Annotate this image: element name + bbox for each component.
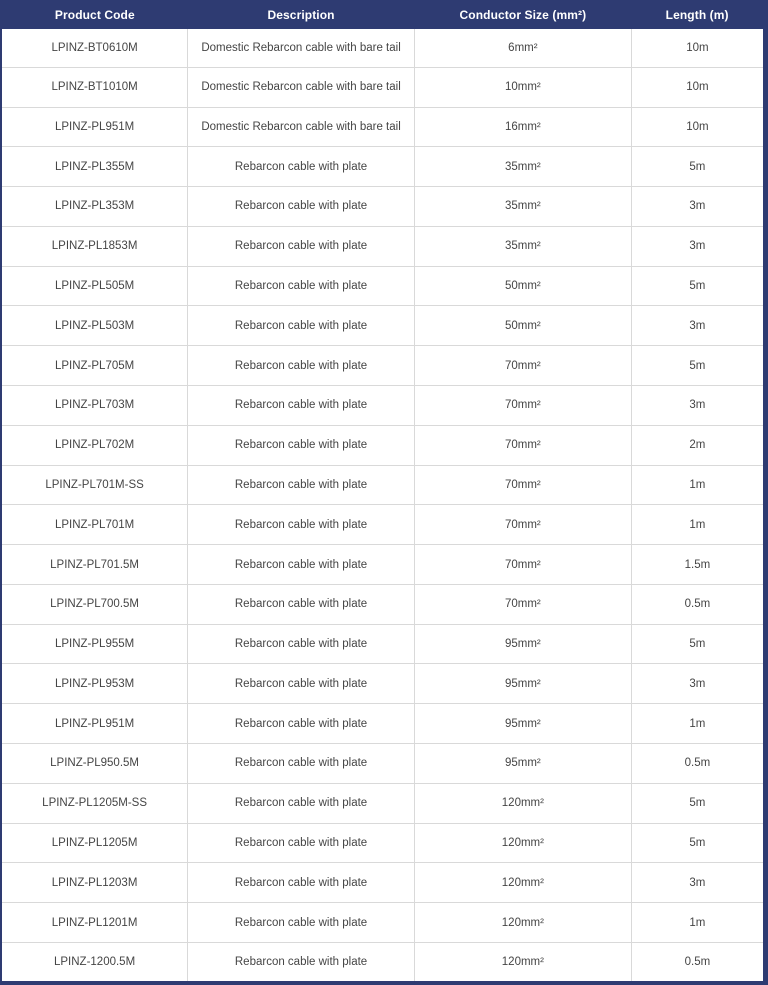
cell-description: Rebarcon cable with plate	[188, 465, 415, 505]
cell-length: 3m	[631, 386, 763, 426]
cell-conductor-size: 70mm²	[414, 465, 631, 505]
product-table	[2, 0, 763, 981]
cell-length: 10m	[631, 29, 763, 67]
cell-product-code: LPINZ-PL951M	[2, 704, 188, 744]
cell-conductor-size: 120mm²	[414, 823, 631, 863]
cell-length: 0.5m	[631, 744, 763, 784]
cell-product-code: LPINZ-PL700.5M	[2, 584, 188, 624]
cell-conductor-size: 120mm²	[414, 903, 631, 943]
cell-conductor-size: 95mm²	[414, 624, 631, 664]
table-row	[2, 386, 763, 426]
table-row	[2, 505, 763, 545]
cell-length: 3m	[631, 187, 763, 227]
cell-conductor-size: 120mm²	[414, 942, 631, 981]
cell-description: Rebarcon cable with plate	[188, 903, 415, 943]
cell-product-code: LPINZ-PL1201M	[2, 903, 188, 943]
cell-length: 3m	[631, 664, 763, 704]
table-row	[2, 903, 763, 943]
cell-conductor-size: 95mm²	[414, 744, 631, 784]
column-header-description: Description	[188, 0, 415, 29]
cell-description: Rebarcon cable with plate	[188, 425, 415, 465]
cell-length: 5m	[631, 823, 763, 863]
table-row	[2, 664, 763, 704]
table-row	[2, 306, 763, 346]
cell-description: Rebarcon cable with plate	[188, 545, 415, 585]
cell-description: Rebarcon cable with plate	[188, 386, 415, 426]
cell-product-code: LPINZ-PL503M	[2, 306, 188, 346]
cell-product-code: LPINZ-PL1203M	[2, 863, 188, 903]
cell-length: 5m	[631, 147, 763, 187]
cell-length: 2m	[631, 425, 763, 465]
table-row	[2, 783, 763, 823]
cell-product-code: LPINZ-PL705M	[2, 346, 188, 386]
cell-length: 5m	[631, 624, 763, 664]
cell-description: Rebarcon cable with plate	[188, 147, 415, 187]
cell-length: 1m	[631, 465, 763, 505]
cell-product-code: LPINZ-PL701M	[2, 505, 188, 545]
cell-description: Rebarcon cable with plate	[188, 584, 415, 624]
cell-length: 1m	[631, 903, 763, 943]
cell-description: Rebarcon cable with plate	[188, 704, 415, 744]
table-row	[2, 425, 763, 465]
table-body	[2, 29, 763, 981]
cell-length: 5m	[631, 346, 763, 386]
cell-description: Domestic Rebarcon cable with bare tail	[188, 29, 415, 67]
table-row	[2, 187, 763, 227]
cell-description: Rebarcon cable with plate	[188, 942, 415, 981]
cell-product-code: LPINZ-PL701.5M	[2, 545, 188, 585]
cell-conductor-size: 6mm²	[414, 29, 631, 67]
cell-description: Domestic Rebarcon cable with bare tail	[188, 107, 415, 147]
cell-product-code: LPINZ-PL1205M-SS	[2, 783, 188, 823]
cell-product-code: LPINZ-PL703M	[2, 386, 188, 426]
cell-description: Rebarcon cable with plate	[188, 266, 415, 306]
cell-product-code: LPINZ-PL702M	[2, 425, 188, 465]
cell-conductor-size: 35mm²	[414, 147, 631, 187]
cell-description: Rebarcon cable with plate	[188, 505, 415, 545]
cell-conductor-size: 35mm²	[414, 226, 631, 266]
table-row	[2, 29, 763, 67]
cell-length: 0.5m	[631, 942, 763, 981]
cell-description: Rebarcon cable with plate	[188, 664, 415, 704]
table-row	[2, 147, 763, 187]
cell-length: 3m	[631, 863, 763, 903]
cell-description: Rebarcon cable with plate	[188, 863, 415, 903]
cell-length: 1.5m	[631, 545, 763, 585]
cell-conductor-size: 120mm²	[414, 783, 631, 823]
cell-description: Rebarcon cable with plate	[188, 783, 415, 823]
table-row	[2, 545, 763, 585]
cell-product-code: LPINZ-PL505M	[2, 266, 188, 306]
cell-product-code: LPINZ-PL951M	[2, 107, 188, 147]
cell-conductor-size: 70mm²	[414, 505, 631, 545]
table-row	[2, 226, 763, 266]
table-row	[2, 107, 763, 147]
cell-conductor-size: 16mm²	[414, 107, 631, 147]
cell-product-code: LPINZ-BT0610M	[2, 29, 188, 67]
cell-description: Rebarcon cable with plate	[188, 226, 415, 266]
cell-product-code: LPINZ-BT1010M	[2, 67, 188, 107]
table-row	[2, 266, 763, 306]
cell-product-code: LPINZ-PL1853M	[2, 226, 188, 266]
cell-conductor-size: 70mm²	[414, 584, 631, 624]
table-row	[2, 744, 763, 784]
cell-conductor-size: 70mm²	[414, 425, 631, 465]
cell-conductor-size: 50mm²	[414, 266, 631, 306]
cell-product-code: LPINZ-PL953M	[2, 664, 188, 704]
cell-conductor-size: 95mm²	[414, 664, 631, 704]
cell-description: Rebarcon cable with plate	[188, 187, 415, 227]
cell-product-code: LPINZ-PL355M	[2, 147, 188, 187]
cell-conductor-size: 50mm²	[414, 306, 631, 346]
cell-conductor-size: 10mm²	[414, 67, 631, 107]
cell-length: 1m	[631, 704, 763, 744]
table-row	[2, 823, 763, 863]
cell-description: Domestic Rebarcon cable with bare tail	[188, 67, 415, 107]
table-row	[2, 67, 763, 107]
table-row	[2, 863, 763, 903]
cell-description: Rebarcon cable with plate	[188, 346, 415, 386]
column-header-length: Length (m)	[631, 0, 763, 29]
cell-length: 10m	[631, 67, 763, 107]
cell-length: 3m	[631, 306, 763, 346]
column-header-product-code: Product Code	[2, 0, 188, 29]
cell-product-code: LPINZ-PL701M-SS	[2, 465, 188, 505]
table-row	[2, 465, 763, 505]
header-row	[2, 0, 763, 29]
cell-description: Rebarcon cable with plate	[188, 624, 415, 664]
cell-length: 10m	[631, 107, 763, 147]
cell-description: Rebarcon cable with plate	[188, 744, 415, 784]
cell-description: Rebarcon cable with plate	[188, 823, 415, 863]
table-row	[2, 346, 763, 386]
cell-conductor-size: 70mm²	[414, 545, 631, 585]
table-header	[2, 0, 763, 29]
cell-conductor-size: 70mm²	[414, 346, 631, 386]
table-row	[2, 704, 763, 744]
table-row	[2, 624, 763, 664]
cell-length: 1m	[631, 505, 763, 545]
cell-conductor-size: 120mm²	[414, 863, 631, 903]
cell-product-code: LPINZ-1200.5M	[2, 942, 188, 981]
column-header-conductor-size: Conductor Size (mm²)	[414, 0, 631, 29]
cell-length: 3m	[631, 226, 763, 266]
cell-product-code: LPINZ-PL1205M	[2, 823, 188, 863]
cell-description: Rebarcon cable with plate	[188, 306, 415, 346]
cell-length: 5m	[631, 783, 763, 823]
table-row	[2, 584, 763, 624]
cell-product-code: LPINZ-PL950.5M	[2, 744, 188, 784]
cell-length: 5m	[631, 266, 763, 306]
cell-conductor-size: 70mm²	[414, 386, 631, 426]
cell-conductor-size: 35mm²	[414, 187, 631, 227]
cell-conductor-size: 95mm²	[414, 704, 631, 744]
cell-product-code: LPINZ-PL955M	[2, 624, 188, 664]
table-row	[2, 942, 763, 981]
cell-length: 0.5m	[631, 584, 763, 624]
cell-product-code: LPINZ-PL353M	[2, 187, 188, 227]
